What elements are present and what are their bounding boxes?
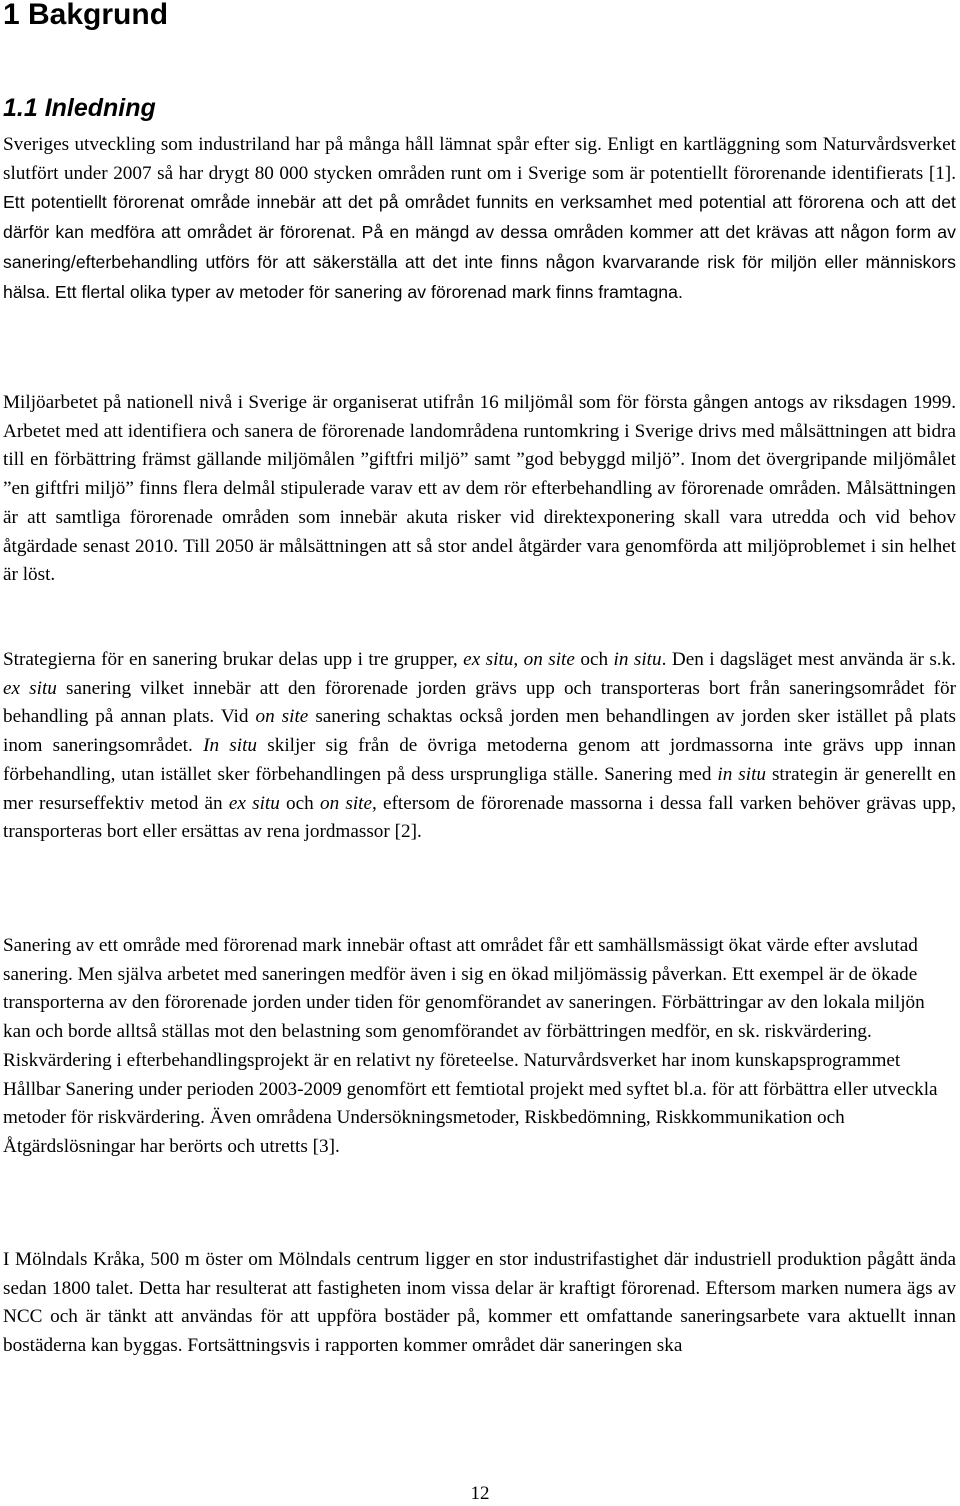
paragraph-1-sentence-1: Sveriges utveckling som industriland har på många håll lämnat spår efter sig. Enligt en kartläggning som Naturvårdsverket slutfört under 2007 så har drygt 80 000 stycken områden runt om i Sverige som är potentiellt förorenande identifierats [1]. [3, 134, 956, 184]
paragraph-2-sentence-3: Inom det övergripande miljömålet ”en giftfri miljö” finns flera delmål stipulerade varav ett av dem rör efterbehandling av förorenade områden. [3, 449, 956, 500]
term-in-situ: in situ [717, 763, 766, 785]
paragraph-3-text-2: , [513, 649, 524, 670]
paragraph-3-text-5: sanering vilket innebär att den förorenade jorden grävs upp och transporteras bort från saneringsområdet för behandling på annan plats. Vid [3, 677, 956, 728]
paragraph-1-sentence-3: På en mängd av dessa områden kommer att det krävas att någon form av sanering/efterbehandling utförs för att säkerställa att det inte finns någon kvarvarande risk för miljön eller människors hälsa. [3, 222, 956, 302]
paragraph-5: I Mölndals Kråka, 500 m öster om Mölndals centrum ligger en stor industrifastighet där industriell produktion pågått ända sedan 1800 talet. Detta har resulterat att fastigheten inom vissa delar är kraftigt förorenad. Eftersom marken numera ägs av NCC och är tänkt att användas för att uppföra bostäder på, kommer ett omfattande saneringsarbete vara aktuellt innan bostäderna kan byggas. Fortsättningsvis i rapporten kommer området där saneringen ska [3, 1249, 956, 1357]
page-number: 12 [470, 1483, 490, 1504]
term-ex-situ: ex situ [3, 677, 57, 699]
paragraph-2-sentence-1: Miljöarbetet på nationell nivå i Sverige är organiserat utifrån 16 miljömål som för första gången antogs av riksdagen 1999. [3, 392, 956, 413]
paragraph-3-text-8: strategin är generellt en mer resurseffektiv metod än [3, 763, 956, 814]
paragraph-3-text-4: . Den i dagsläget mest använda är s.k. [661, 649, 956, 670]
paragraph-3-text-7: skiljer sig från de övriga metoderna genom att jordmassorna inte grävs upp innan förbehandling, utan istället sker förbehandlingen på dess ursprungliga ställe. Sanering med [3, 735, 956, 785]
section-title: 1.1 Inledning [3, 94, 156, 122]
paragraph-3 [3, 646, 956, 847]
paragraph-1 [3, 131, 956, 307]
term-on-site: on site [523, 649, 575, 670]
paragraph-2 [3, 389, 956, 590]
term-ex-situ: ex situ [463, 649, 514, 670]
term-on-site: on site [319, 792, 373, 814]
term-on-site: on site [255, 706, 309, 728]
paragraph-1-sentence-2: Ett potentiellt förorenat område innebär att det på området funnits en verksamhet med potential att förorena och att det därför kan medföra att området är förorenat. [3, 192, 956, 243]
paragraph-3-text-10: , eftersom de förorenade massorna i dessa fall varken behöver grävas upp, transporteras bort eller ersättas av rena jordmassor [2]. [3, 792, 956, 843]
paragraph-3-text-3: och [574, 649, 614, 670]
chapter-title: 1 Bakgrund [3, 0, 169, 31]
paragraph-3-text-9: och [279, 792, 320, 814]
paragraph-1-sentence-4: Ett flertal olika typer av metoder för sanering av förorenad mark finns framtagna. [54, 281, 683, 302]
paragraph-4: Sanering av ett område med förorenad mark innebär oftast att området får ett samhällsmässigt ökat värde efter avslutad sanering. Men själva arbetet med saneringen medför även i sig en ökad miljömässig påverkan. Ett exempel är de ökade transporterna av den förorenade jorden under tiden för genomförandet av saneringen. Förbättringar av den lokala miljön kan och borde alltså ställas mot den belastning som genomförandet av förbättringen medför, en sk. riskvärdering. Riskvärdering i efterbehandlingsprojekt är en relativt ny företeelse. Naturvårdsverket har inom kunskapsprogrammet Hållbar Sanering under perioden 2003-2009 genomfört ett femtiotal projekt med syftet bl.a. för att förbättra eller utveckla metoder för riskvärdering. Även områdena Undersökningsmetoder, Riskbedömning, Riskkommunikation och Åtgärdslösningar har berörts och utretts [3]. [3, 935, 938, 1157]
paragraph-3-text-6: sanering schaktas också jorden men behandlingen av jorden sker istället på plats inom saneringsområdet. [3, 706, 956, 757]
term-in-situ: In situ [203, 735, 258, 757]
paragraph-3-text-1: Strategierna för en sanering brukar delas upp i tre grupper, [3, 649, 464, 670]
term-in-situ: in situ [613, 649, 662, 670]
paragraph-2-sentence-4: Målsättningen är att samtliga förorenade områden som innebär akuta risker vid direktexponering skall vara utredda och vid behov åtgärdade senast 2010. [3, 478, 957, 557]
paragraph-2-sentence-5: Till 2050 är målsättningen att så stor andel åtgärder vara genomförda att miljöproblemet i sin helhet är löst. [3, 535, 957, 586]
paragraph-2-sentence-2: Arbetet med att identifiera och sanera de förorenade landområdena runtomkring i Sverige drivs med målsättningen att bidra till en förbättring främst gällande miljömålen ”giftfri miljö” samt ”god bebyggd miljö”. [3, 420, 956, 471]
term-ex-situ: ex situ [228, 792, 280, 814]
